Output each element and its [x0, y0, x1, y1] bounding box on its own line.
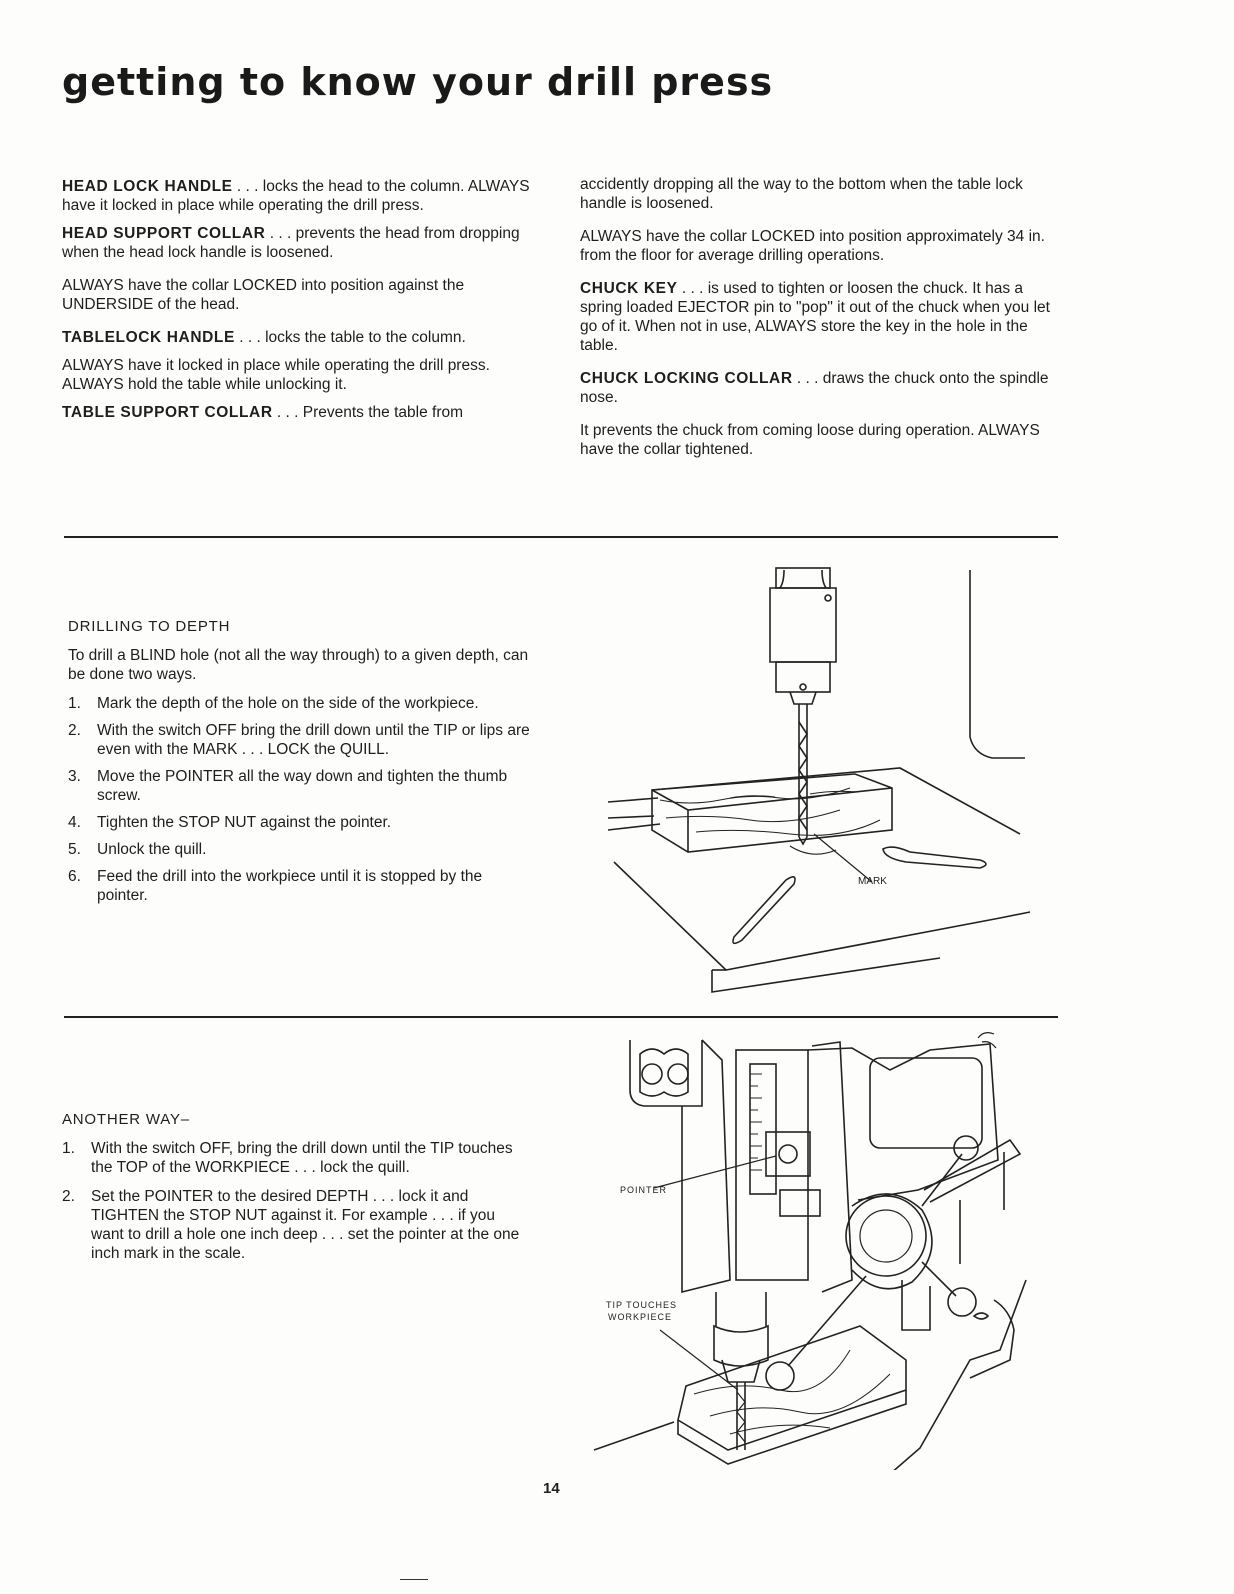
term-label: TABLE SUPPORT COLLAR	[62, 404, 273, 421]
another-way-section	[62, 1110, 532, 1271]
step-text: Feed the drill into the workpiece until it is stopped by the pointer.	[97, 868, 483, 904]
step-text: Set the POINTER to the desired DEPTH . . . lock it and TIGHTEN the STOP NUT against it. For example . . . if you want to drill a hole one inch deep . . . set the pointer at the one inch mark in the scale.	[91, 1188, 520, 1262]
list-item	[68, 721, 534, 759]
term-text: . . . Prevents the table from	[272, 404, 464, 421]
drill-press-head-figure	[590, 1030, 1030, 1470]
section-heading: DRILLING TO DEPTH	[68, 618, 231, 635]
step-number: 2.	[68, 722, 81, 739]
paragraph	[62, 177, 530, 215]
paragraph	[580, 227, 1056, 265]
paragraph-text: ALWAYS have the collar LOCKED into position approximately 34 in. from the floor for average drilling operations.	[580, 228, 1045, 264]
paragraph	[580, 369, 1056, 407]
paragraph-text: ALWAYS have the collar LOCKED into position against the UNDERSIDE of the head.	[62, 277, 465, 313]
step-number: 6.	[68, 868, 81, 885]
page-number: 14	[543, 1480, 560, 1497]
list-item	[68, 840, 534, 859]
list-item	[62, 1139, 532, 1177]
list-item	[68, 867, 534, 905]
step-number: 3.	[68, 768, 81, 785]
list-item	[68, 694, 534, 713]
term-text: . . . is used to tighten or loosen the chuck. It has a spring loaded EJECTOR pin to "pop" it out of the chuck when you let go of it. When not in use, ALWAYS store the key in the hole in the table.	[580, 280, 1050, 354]
step-number: 4.	[68, 814, 81, 831]
paragraph	[580, 421, 1056, 459]
pointer-label: POINTER	[620, 1185, 668, 1195]
tip-touches-label-line2: WORKPIECE	[608, 1312, 673, 1322]
step-number: 1.	[62, 1140, 75, 1157]
paragraph	[62, 328, 530, 347]
step-text: Tighten the STOP NUT against the pointer.	[97, 814, 392, 831]
steps-list	[62, 1139, 532, 1263]
footer-mark	[400, 1579, 428, 1580]
paragraph	[580, 175, 1056, 213]
step-text: Unlock the quill.	[97, 841, 207, 858]
right-column	[580, 175, 1056, 468]
term-text: . . . locks the head to the column. ALWAYS have it locked in place while operating the drill press.	[62, 178, 530, 214]
section-divider	[64, 1016, 1058, 1018]
paragraph	[62, 356, 530, 394]
term-text: . . . prevents the head from dropping when the head lock handle is loosened.	[62, 225, 520, 261]
section-heading: ANOTHER WAY–	[62, 1111, 190, 1128]
term-label: HEAD SUPPORT COLLAR	[62, 225, 266, 242]
paragraph-text: It prevents the chuck from coming loose during operation. ALWAYS have the collar tightened.	[580, 422, 1040, 458]
step-text: Move the POINTER all the way down and tighten the thumb screw.	[97, 768, 508, 804]
list-item	[68, 813, 534, 832]
mark-label: MARK	[858, 876, 887, 887]
paragraph	[62, 276, 530, 314]
term-label: CHUCK KEY	[580, 280, 678, 297]
step-number: 5.	[68, 841, 81, 858]
tip-touches-label-line1: TIP TOUCHES	[606, 1300, 678, 1310]
term-label: TABLELOCK HANDLE	[62, 329, 235, 346]
step-number: 1.	[68, 695, 81, 712]
term-label: CHUCK LOCKING COLLAR	[580, 370, 793, 387]
steps-list	[68, 694, 534, 905]
section-divider	[64, 536, 1058, 538]
paragraph-text: ALWAYS have it locked in place while operating the drill press. ALWAYS hold the table while unlocking it.	[62, 357, 490, 393]
paragraph	[62, 403, 530, 422]
drilling-depth-figure	[600, 562, 1040, 1002]
left-column	[62, 177, 530, 431]
term-text: . . . locks the table to the column.	[234, 329, 466, 346]
section-intro: To drill a BLIND hole (not all the way through) to a given depth, can be done two ways.	[68, 647, 529, 683]
drilling-to-depth-section	[68, 617, 534, 913]
step-text: With the switch OFF, bring the drill down until the TIP touches the TOP of the WORKPIECE . . . lock the quill.	[91, 1140, 513, 1176]
page-title: getting to know your drill press	[62, 60, 774, 104]
term-label: HEAD LOCK HANDLE	[62, 178, 233, 195]
step-text: Mark the depth of the hole on the side of the workpiece.	[97, 695, 479, 712]
paragraph	[580, 279, 1056, 355]
list-item	[62, 1187, 532, 1263]
term-text: . . . draws the chuck onto the spindle nose.	[580, 370, 1049, 406]
step-text: With the switch OFF bring the drill down until the TIP or lips are even with the MARK . . . LOCK the QUILL.	[97, 722, 530, 758]
step-number: 2.	[62, 1188, 75, 1205]
paragraph-text: accidently dropping all the way to the bottom when the table lock handle is loosened.	[580, 176, 1023, 212]
paragraph	[62, 224, 530, 262]
list-item	[68, 767, 534, 805]
